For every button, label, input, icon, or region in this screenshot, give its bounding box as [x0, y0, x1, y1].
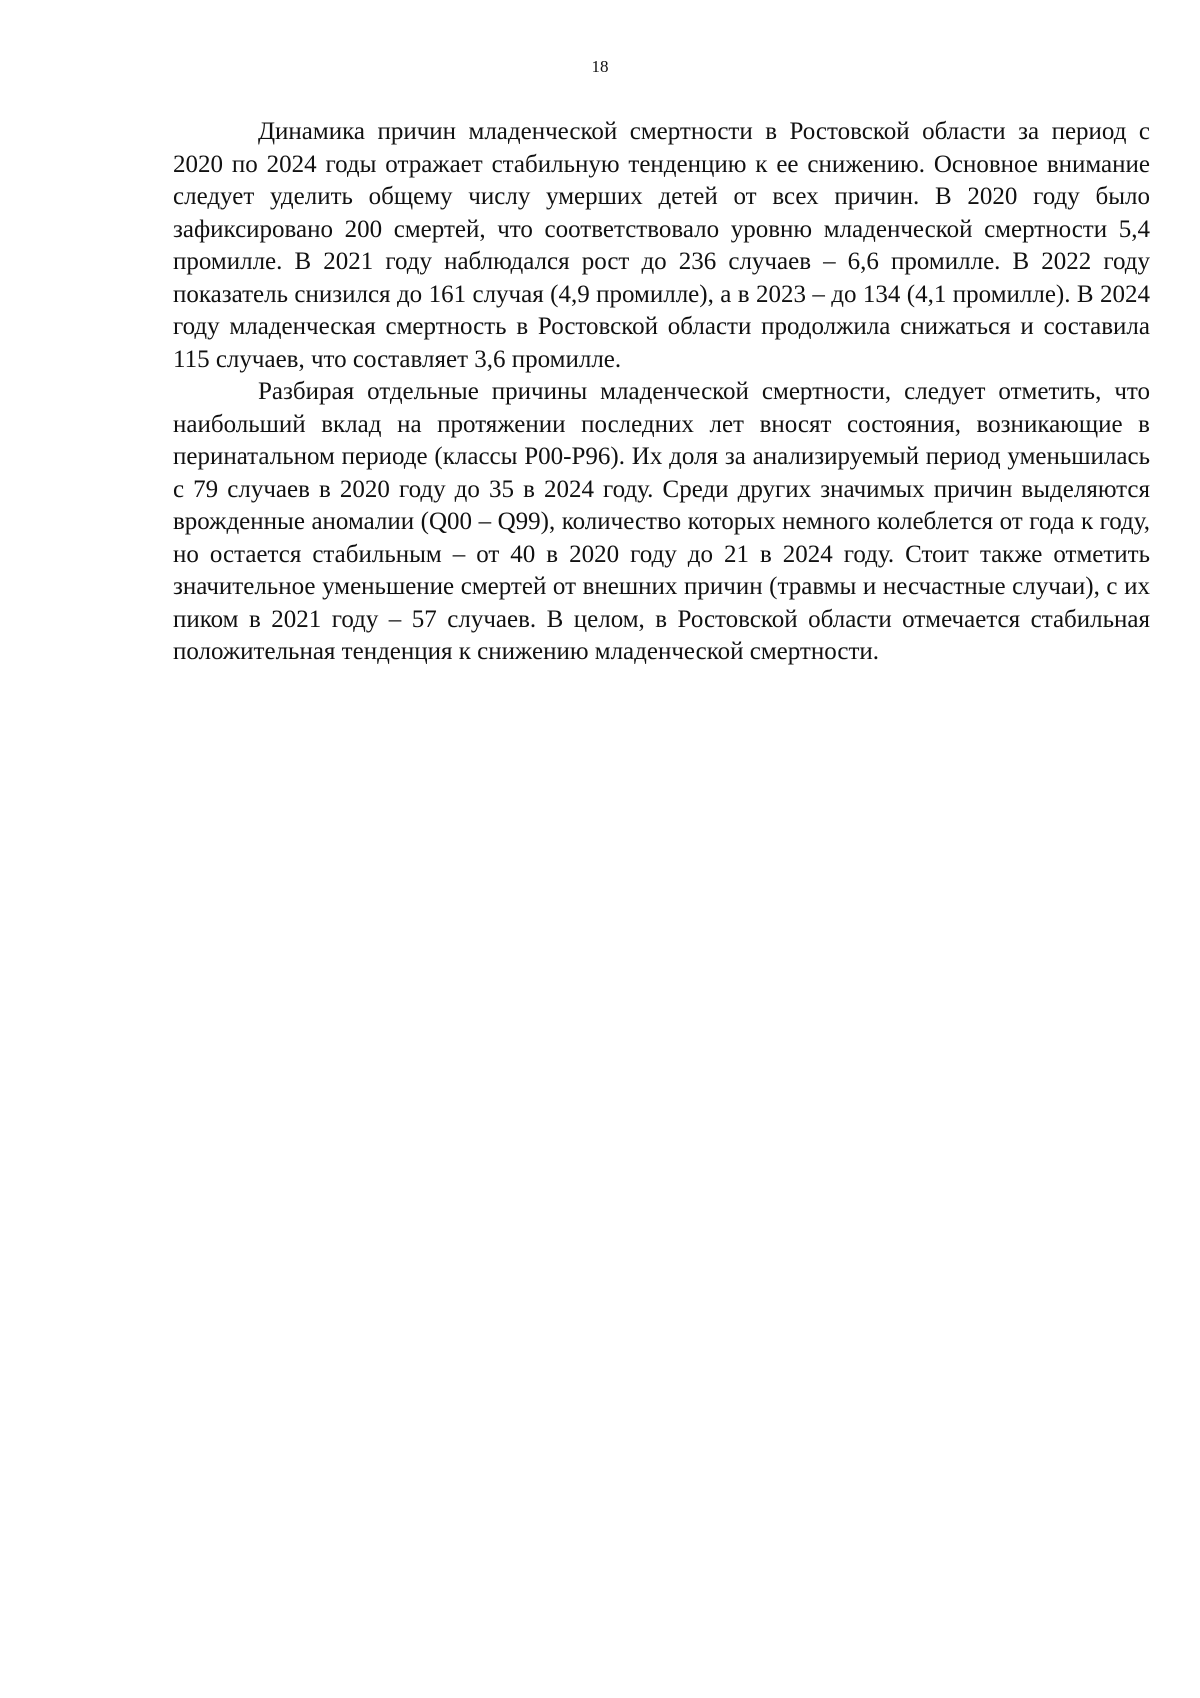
paragraph-causes-analysis: Разбирая отдельные причины младенческой смертности, следует отметить, что наибольший вклад на протяжении последних лет вносят состояния, возникающие в перинатальном периоде (классы P00-P96). Их доля за анализируемый период уменьшилась с 79 случаев в 2020 году до 35 в 2024 году. Среди других значимых причин выделяются врожденные аномалии (Q00 – Q99), количество которых немного колеблется от года к году, но остается стабильным – от 40 в 2020 году до 21 в 2024 году. Стоит также отметить значительное уменьшение смертей от внешних причин (травмы и несчастные случаи), с их пиком в 2021 году – 57 случаев. В целом, в Ростовской области отмечается стабильная положительная тенденция к снижению младенческой смертности. — [173, 378, 1150, 665]
page-number: 18 — [591, 57, 609, 76]
body-text — [173, 116, 1150, 669]
paragraph-infant-mortality-dynamics: Динамика причин младенческой смертности в Ростовской области за период с 2020 по 2024 годы отражает стабильную тенденцию к ее снижению. Основное внимание следует уделить общему числу умерших детей от всех причин. В 2020 году было зафиксировано 200 смертей, что соответствовало уровню младенческой смертности 5,4 промилле. В 2021 году наблюдался рост до 236 случаев – 6,6 промилле. В 2022 году показатель снизился до 161 случая (4,9 промилле), а в 2023 – до 134 (4,1 промилле). В 2024 году младенческая смертность в Ростовской области продолжила снижаться и составила 115 случаев, что составляет 3,6 промилле. — [173, 118, 1150, 373]
